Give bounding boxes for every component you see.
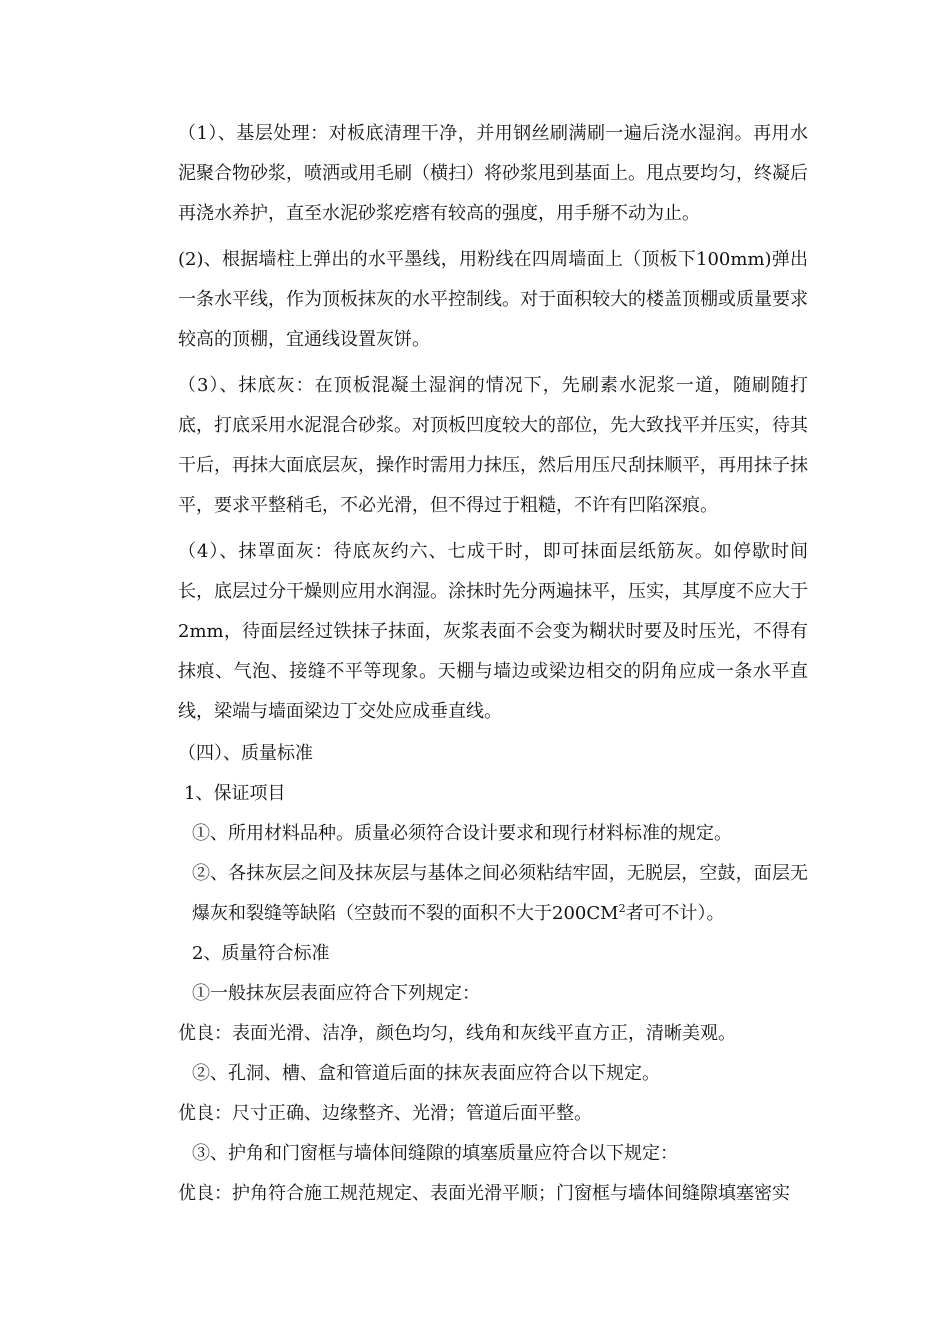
paragraph-base-treatment: （1）、基层处理：对板底清理干净，并用钢丝刷满刷一遍后浇水湿润。再用水泥聚合物砂浆，喷洒或用毛刷（横扫）将砂浆甩到基面上。甩点要均匀，终凝后再浇水养护，直至水泥砂浆疙瘩有较高的强度，用手掰不动为止。 (178, 123, 808, 224)
item-materials: ①、所用材料品种。质量必须符合设计要求和现行材料标准的规定。 (192, 823, 732, 844)
subheading-guarantee-items: 1、保证项目 (184, 783, 286, 804)
section-heading-quality-standard: （四）、质量标准 (178, 743, 313, 764)
excellent-holes-slots: 优良：尺寸正确、边缘整齐、光滑；管道后面平整。 (178, 1103, 592, 1124)
paragraph-finish-coat: （4）、抹罩面灰：待底灰约六、七成干时，即可抹面层纸筋灰。如停歇时间长，底层过分干燥则应用水润湿。涂抹时先分两遍抹平，压实，其厚度不应大于2mm，待面层经过铁抹子抹面，灰浆表面不会变为糊状时要及时压光，不得有抹痕、气泡、接缝不平等现象。天棚与墙边或梁边相交的阴角应成一条水平直线，梁端与墙面梁边丁交处应成垂直线。 (178, 541, 808, 722)
document-body (178, 114, 808, 1214)
item-general-plaster: ①一般抹灰层表面应符合下列规定： (192, 983, 480, 1004)
item-holes-slots: ②、孔洞、槽、盒和管道后面的抹灰表面应符合以下规定。 (192, 1063, 660, 1084)
excellent-general-plaster: 优良：表面光滑、洁净，颜色均匀，线角和灰线平直方正，清晰美观。 (178, 1023, 736, 1044)
paragraph-level-line: (2)、根据墙柱上弹出的水平墨线，用粉线在四周墙面上（顶板下100mm)弹出一条水平线，作为顶板抹灰的水平控制线。对于面积较大的楼盖顶棚或质量要求较高的顶棚，宜通线设置灰饼。 (178, 249, 808, 350)
item-bonding-text: ②、各抹灰层之间及抹灰层与基体之间必须粘结牢固，无脱层，空鼓，面层无爆灰和裂缝等缺陷（空鼓而不裂的面积不大于200CM (192, 863, 808, 924)
paragraph-base-coat: （3）、抹底灰：在顶板混凝土湿润的情况下，先刷素水泥浆一道，随刷随打底，打底采用水泥混合砂浆。对顶板凹度较大的部位，先大致找平并压实，待其干后，再抹大面底层灰，操作时需用力抹压，然后用压尺刮抹顺平，再用抹子抹平，要求平整稍毛，不必光滑，但不得过于粗糙，不许有凹陷深痕。 (178, 375, 808, 516)
item-corner-guards: ③、护角和门窗框与墙体间缝隙的填塞质量应符合以下规定： (192, 1143, 678, 1164)
excellent-corner-guards: 优良：护角符合施工规范规定、表面光滑平顺；门窗框与墙体间缝隙填塞密实 (178, 1183, 790, 1204)
item-bonding (178, 854, 808, 934)
superscript-two: 2 (618, 902, 626, 915)
item-bonding-tail: 者可不计）。 (625, 903, 725, 924)
subheading-quality-compliance: 2、质量符合标准 (192, 943, 330, 964)
